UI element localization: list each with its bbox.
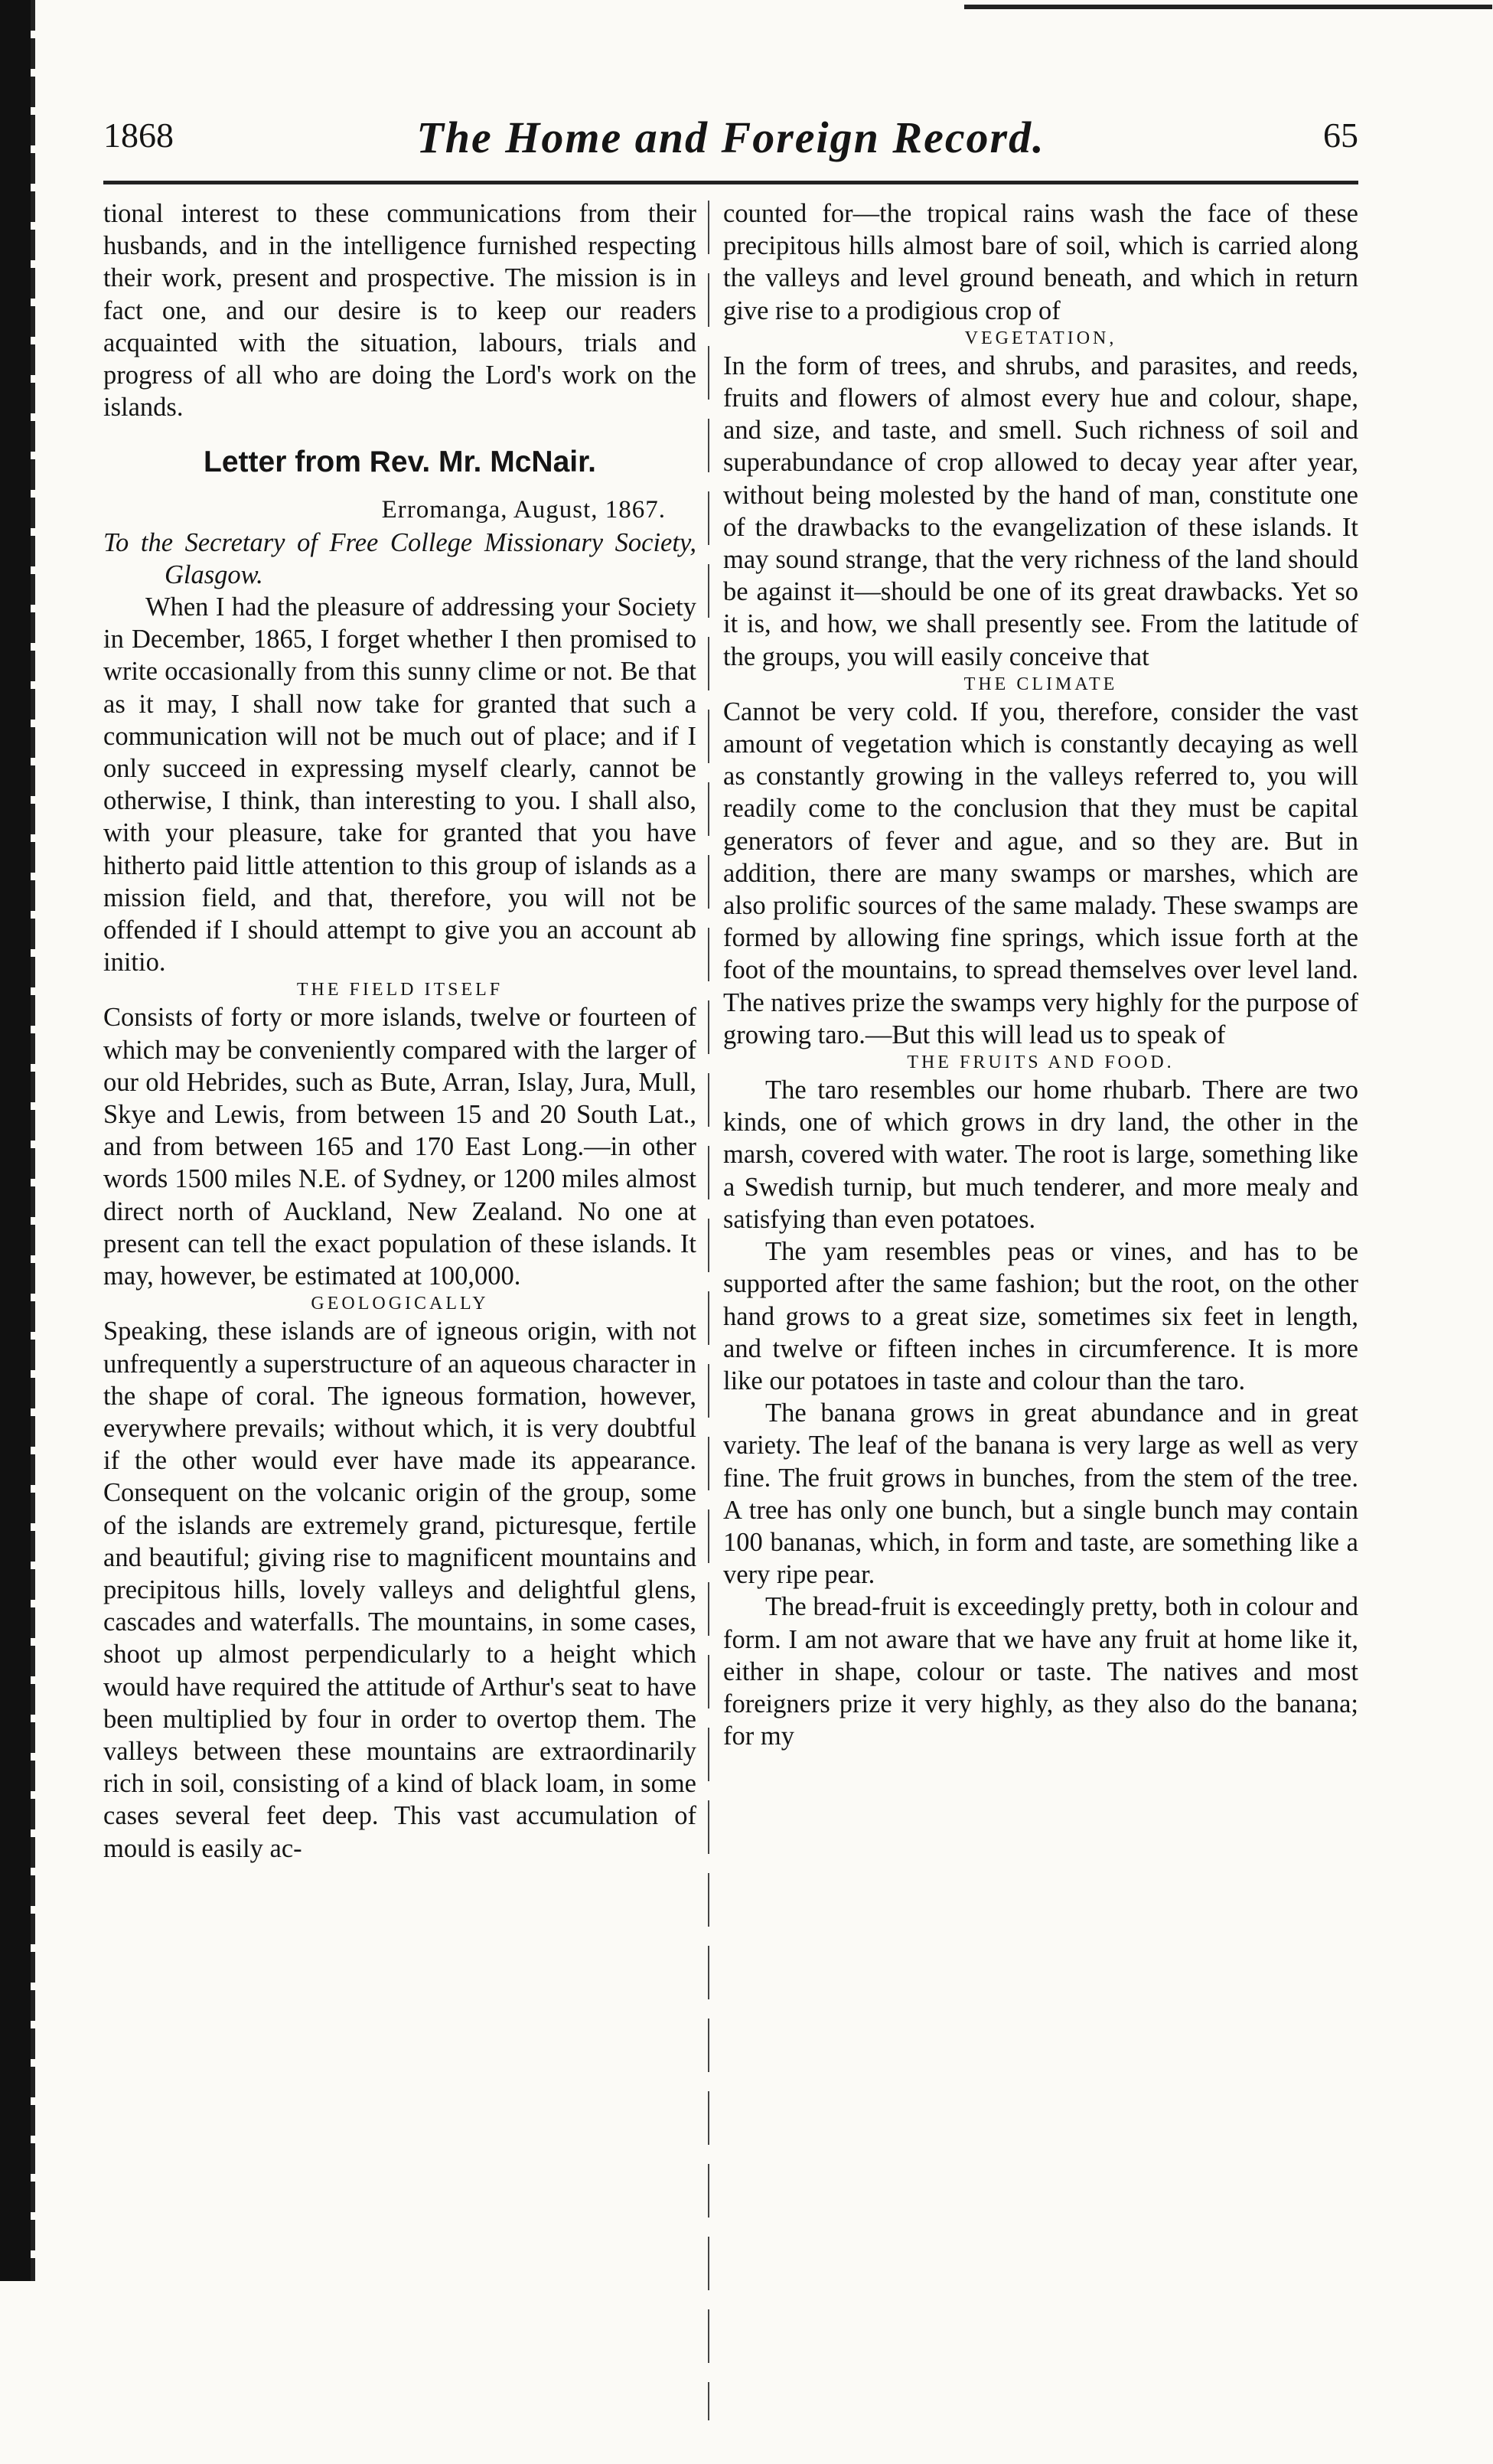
- top-rule: [964, 5, 1492, 9]
- binding-edge: [0, 0, 31, 2281]
- climate-paragraph: Cannot be very cold. If you, therefore, consider the vast amount of vegetation which is constantly decaying as well as constantly growing in the valleys referred to, you will readily come to the conclusion that they must be capital generators of fever and ague, and so they are. But in addition, there are many swamps or marshes, which are also prolific sources of the same malady. These swamps are formed by allowing fine springs, which issue forth at the foot of the mountains, to spread themselves over level land. The natives prize the swamps very highly for the purpose of growing taro.—But this will lead us to speak of: [723, 697, 1358, 1049]
- salutation: To the Secretary of Free College Missionary Society, Glasgow.: [103, 527, 696, 589]
- yam-paragraph: The yam resembles peas or vines, and has to be supported after the same fashion; but the root, on the other hand grows to a great size, sometimes six feet in length, and twelve or fifteen inches in circumference. It is more like our potatoes in taste and colour than the taro.: [723, 1237, 1358, 1395]
- letter-title: Letter from Rev. Mr. McNair.: [204, 445, 596, 479]
- right-column: [723, 197, 1358, 1752]
- banana-paragraph: The banana grows in great abundance and in great variety. The leaf of the banana is very large as well as very fine. The fruit grows in bunches, from the stem of the tree. A tree has only one bunch, but a single bunch may contain 100 bananas, which, in form and taste, are something like a very ripe pear.: [723, 1398, 1358, 1590]
- column-divider: [708, 201, 709, 2420]
- continued-paragraph: counted for—the tropical rains wash the face of these precipitous hills almost bare of soil, which is carried along the valleys and level ground beneath, and which in return give rise to a prodigious crop of: [723, 199, 1358, 325]
- vegetation-paragraph: In the form of trees, and shrubs, and parasites, and reeds, fruits and flowers of almost every hue and colour, shape, and size, and taste, and smell. Such richness of soil and superabundance of crop allowed to decay year after year, without being molested by the hand of man, constitute one of the drawbacks to the evangelization of these islands. It may sound strange, that the very richness of the land should be against it—should be one of its great drawbacks. Yet so it is, and how, we shall presently see. From the latitude of the groups, you will easily conceive that: [723, 351, 1358, 671]
- letter-paragraph: When I had the pleasure of addressing your Society in December, 1865, I forget whether I then promised to write occasionally from this sunny clime or not. Be that as it may, I shall now take for granted that such a communication will not be much out of place; and if I only succeed in expressing myself clearly, cannot be otherwise, I think, than interesting to you. I shall also, with your pleasure, take for granted that you have hitherto paid little attention to this group of islands as a mission field, and that, therefore, you will not be offended if I should attempt to give you an account ab initio.: [103, 592, 696, 977]
- breadfruit-paragraph: The bread-fruit is exceedingly pretty, both in colour and form. I am not aware that we have any fruit at home like it, either in shape, colour or taste. The natives and most foreigners prize it very highly, as they also do the banana; for my: [723, 1592, 1358, 1751]
- geology-paragraph: Speaking, these islands are of igneous origin, with not unfrequently a superstructure of an aqueous character in the shape of coral. The igneous formation, however, everywhere prevails; without which, it is very doubtful if the other would ever have made its appearance. Consequent on the volcanic origin of the group, some of the islands are extremely grand, picturesque, fertile and beautiful; giving rise to magnificent mountains and precipitous hills, lovely valleys and delightful glens, cascades and waterfalls. The mountains, in some cases, shoot up almost perpendicularly to a height which would have required the attitude of Arthur's seat to have been multiplied by four in order to overtop them. The valleys between these mountains are extraordinarily rich in soil, consisting of a kind of black loam, in some cases several feet deep. This vast accumulation of mould is easily ac-: [103, 1317, 696, 1863]
- taro-paragraph: The taro resembles our home rhubarb. There are two kinds, one of which grows in dry land, the other in the marsh, covered with water. The root is large, something like a Swedish turnip, but much tenderer, and more mealy and satisfying than even potatoes.: [723, 1075, 1358, 1234]
- journal-title: The Home and Foreign Record.: [416, 113, 1045, 162]
- left-column: [103, 197, 696, 1865]
- header-rule: [103, 181, 1358, 184]
- page-year: 1868: [103, 116, 174, 155]
- dateline: Erromanga, August, 1867.: [381, 496, 666, 524]
- section-heading-fruits: THE FRUITS AND FOOD.: [907, 1053, 1175, 1073]
- field-paragraph: Consists of forty or more islands, twelve or fourteen of which may be conveniently compared with the larger of our old Hebrides, such as Bute, Arran, Islay, Jura, Mull, Skye and Lewis, from between 15 and 20 South Lat., and from between 165 and 170 East Long.—in other words 1500 miles N.E. of Sydney, or 1200 miles almost direct north of Auckland, New Zealand. No one at present can tell the exact population of these islands. It may, however, be estimated at 100,000.: [103, 1003, 696, 1291]
- section-heading-vegetation: VEGETATION,: [964, 328, 1117, 348]
- section-heading-geology: GEOLOGICALLY: [311, 1294, 489, 1314]
- page-number: 65: [1323, 116, 1358, 155]
- page-header: [103, 115, 1358, 184]
- section-heading-field: THE FIELD ITSELF: [296, 980, 504, 1000]
- section-heading-climate: THE CLIMATE: [963, 674, 1118, 694]
- intro-paragraph: tional interest to these communications from their husbands, and in the intelligence furnished respecting their work, present and prospective. The mission is in fact one, and our desire is to keep our readers acquainted with the situation, labours, trials and progress of all who are doing the Lord's work on the islands.: [103, 199, 696, 423]
